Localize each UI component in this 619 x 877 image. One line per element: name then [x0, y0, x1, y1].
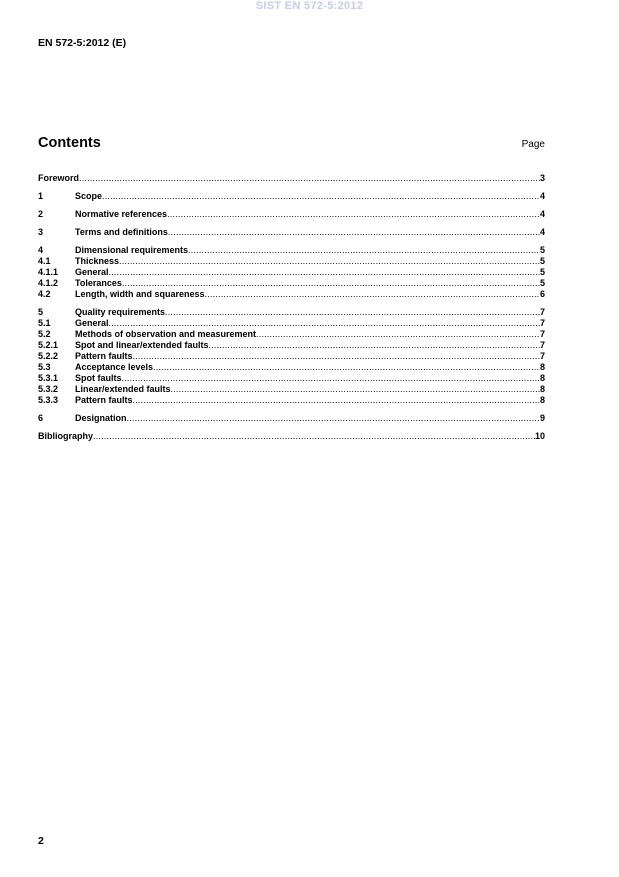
toc-entry[interactable]: [38, 362, 545, 373]
toc-entry-number: 5.2.1: [38, 340, 59, 350]
toc-entry-title: Acceptance levels: [75, 362, 154, 372]
toc-entry-title: Scope: [75, 191, 103, 201]
toc-entry-title: Spot faults: [75, 373, 122, 383]
toc-entry-number: 5.2: [38, 329, 51, 339]
toc-entry-title: Pattern faults: [75, 395, 133, 405]
toc-entry-number: 4.2: [38, 289, 51, 299]
toc-entry-title: Pattern faults: [75, 351, 133, 361]
toc-entry-title: Spot and linear/extended faults: [75, 340, 209, 350]
toc-entry-page: 7: [539, 351, 545, 361]
toc-entry-page: 7: [539, 318, 545, 328]
toc-dot-leader: [122, 373, 540, 384]
toc-entry-number: 4.1.2: [38, 278, 59, 288]
toc-dot-leader: [119, 256, 540, 267]
toc-entry-number: 5.3.3: [38, 395, 59, 405]
toc-entry-page: 3: [539, 173, 545, 183]
toc-entry-title: Thickness: [75, 256, 120, 266]
toc-dot-leader: [109, 267, 540, 278]
table-of-contents: [38, 173, 545, 442]
toc-entry-number: 5.3: [38, 362, 51, 372]
toc-entry[interactable]: [38, 318, 545, 329]
toc-entry-page: 4: [539, 209, 545, 219]
toc-entry-page: 8: [539, 373, 545, 383]
toc-entry-page: 5: [539, 245, 545, 255]
contents-heading: Contents: [38, 135, 101, 151]
toc-dot-leader: [168, 227, 540, 238]
toc-entry-number: 5.3.1: [38, 373, 59, 383]
toc-entry[interactable]: [38, 431, 545, 442]
toc-dot-leader: [171, 384, 540, 395]
toc-entry-page: 5: [539, 278, 545, 288]
toc-entry[interactable]: [38, 209, 545, 220]
toc-entry-number: 6: [38, 413, 44, 423]
toc-dot-leader: [109, 318, 540, 329]
toc-entry-title: Dimensional requirements: [75, 245, 189, 255]
toc-entry-number: 4.1.1: [38, 267, 59, 277]
toc-dot-leader: [167, 209, 540, 220]
toc-entry-number: 3: [38, 227, 44, 237]
toc-entry[interactable]: [38, 395, 545, 406]
toc-dot-leader: [79, 173, 540, 184]
toc-entry[interactable]: [38, 227, 545, 238]
toc-dot-leader: [133, 351, 540, 362]
page-number: 2: [38, 835, 44, 847]
toc-dot-leader: [256, 329, 540, 340]
toc-dot-leader: [205, 289, 540, 300]
toc-entry-title: Normative references: [75, 209, 168, 219]
toc-entry-number: 2: [38, 209, 44, 219]
toc-entry-page: 8: [539, 395, 545, 405]
toc-entry-page: 7: [539, 340, 545, 350]
toc-dot-leader: [165, 307, 540, 318]
toc-entry-number: 5.1: [38, 318, 51, 328]
toc-dot-leader: [133, 395, 540, 406]
toc-entry[interactable]: [38, 384, 545, 395]
watermark: SIST EN 572-5:2012: [255, 0, 364, 12]
toc-entry-title: Foreword: [38, 173, 80, 183]
toc-entry[interactable]: [38, 256, 545, 267]
toc-dot-leader: [93, 431, 535, 442]
toc-entry-page: 7: [539, 307, 545, 317]
toc-dot-leader: [102, 191, 540, 202]
toc-entry[interactable]: [38, 245, 545, 256]
toc-entry[interactable]: [38, 340, 545, 351]
toc-entry-page: 7: [539, 329, 545, 339]
toc-entry-number: 5.3.2: [38, 384, 59, 394]
toc-entry-page: 8: [539, 362, 545, 372]
toc-entry[interactable]: [38, 278, 545, 289]
toc-entry[interactable]: [38, 413, 545, 424]
toc-entry-page: 4: [539, 191, 545, 201]
toc-entry[interactable]: [38, 307, 545, 318]
toc-entry-title: Linear/extended faults: [75, 384, 171, 394]
toc-dot-leader: [209, 340, 540, 351]
toc-entry-title: General: [75, 267, 109, 277]
toc-entry[interactable]: [38, 351, 545, 362]
toc-entry[interactable]: [38, 173, 545, 184]
toc-entry-page: 5: [539, 267, 545, 277]
toc-dot-leader: [153, 362, 540, 373]
toc-entry-page: 5: [539, 256, 545, 266]
toc-entry-number: 5: [38, 307, 44, 317]
toc-entry[interactable]: [38, 373, 545, 384]
toc-entry[interactable]: [38, 267, 545, 278]
toc-dot-leader: [188, 245, 540, 256]
toc-entry[interactable]: [38, 289, 545, 300]
toc-entry-number: 4.1: [38, 256, 51, 266]
toc-entry[interactable]: [38, 329, 545, 340]
toc-entry-page: 8: [539, 384, 545, 394]
toc-entry[interactable]: [38, 191, 545, 202]
toc-dot-leader: [122, 278, 540, 289]
toc-entry-title: General: [75, 318, 109, 328]
toc-entry-title: Bibliography: [38, 431, 94, 441]
toc-entry-title: Designation: [75, 413, 127, 423]
toc-entry-title: Quality requirements: [75, 307, 166, 317]
toc-entry-title: Methods of observation and measurement: [75, 329, 257, 339]
toc-entry-number: 1: [38, 191, 44, 201]
toc-entry-page: 9: [539, 413, 545, 423]
document-id: EN 572-5:2012 (E): [38, 37, 127, 49]
page-column-label: Page: [521, 139, 545, 150]
toc-dot-leader: [127, 413, 540, 424]
toc-entry-title: Tolerances: [75, 278, 122, 288]
toc-entry-page: 10: [534, 431, 545, 441]
toc-entry-number: 4: [38, 245, 44, 255]
toc-entry-page: 4: [539, 227, 545, 237]
toc-entry-title: Length, width and squareness: [75, 289, 205, 299]
toc-entry-title: Terms and definitions: [75, 227, 168, 237]
toc-entry-number: 5.2.2: [38, 351, 59, 361]
toc-entry-page: 6: [539, 289, 545, 299]
